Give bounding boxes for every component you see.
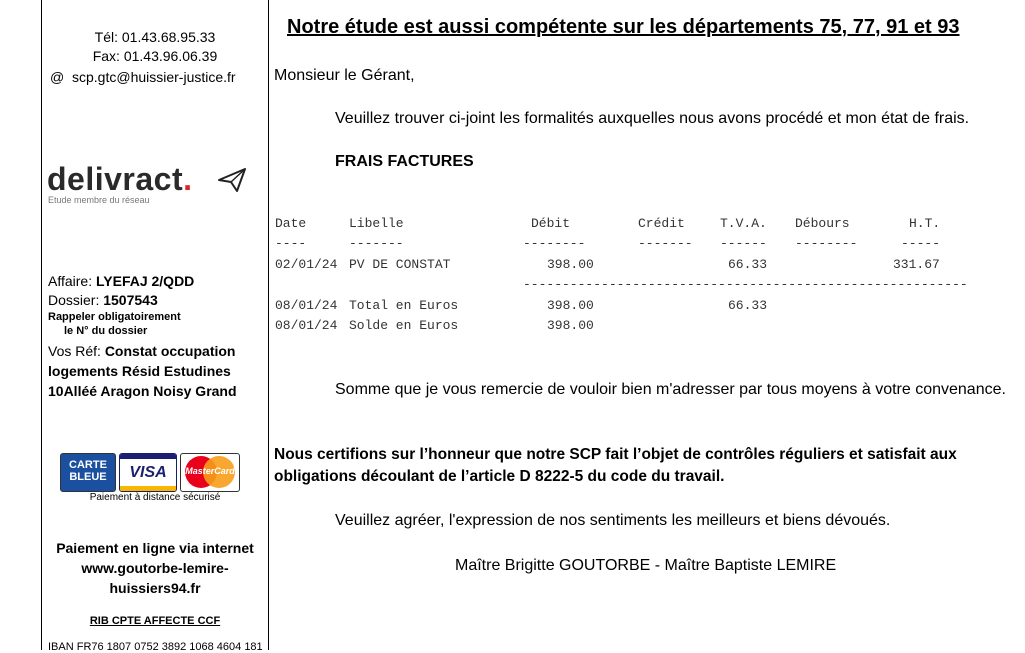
col-header-credit: Crédit [638, 216, 685, 231]
vos-ref-value-3: 10Alléé Aragon Noisy Grand [48, 383, 237, 399]
carte-bleue-line-2: BLEUE [69, 471, 107, 483]
dossier-label: Dossier: [48, 292, 104, 308]
affaire-label: Affaire: [48, 273, 96, 289]
total-date: 08/01/24 [275, 298, 338, 313]
payment-request: Somme que je vous remercie de vouloir bien m'adresser par tous moyens à votre convenance. [335, 381, 1006, 398]
vos-ref-label: Vos Réf: [48, 343, 105, 359]
col-header-libelle: Libelle [349, 216, 404, 231]
row-ht: 331.67 [893, 257, 940, 272]
vos-ref-value-1: Constat occupation [104, 343, 236, 359]
underline-debit: -------- [523, 236, 586, 251]
affaire-line [48, 273, 194, 289]
visa-text: VISA [129, 464, 167, 481]
affaire-value: LYEFAJ 2/QDD [96, 273, 195, 289]
col-header-date: Date [275, 216, 307, 231]
fax-number: Fax: 01.43.96.06.39 [92, 48, 218, 64]
iban-partial: IBAN FR76 1807 0752 3892 1068 4604 181 [48, 641, 263, 653]
total-libelle: Total en Euros [349, 298, 459, 313]
certification-line-2: obligations découlant de l’article D 8222-5 du code du travail. [274, 468, 725, 485]
row-tva: 66.33 [728, 257, 768, 272]
carte-bleue-line-1: CARTE [69, 459, 107, 471]
logo-word: delivract [47, 161, 184, 197]
sidebar [42, 0, 268, 653]
rappel-line-1: Rappeler obligatoirement [48, 311, 181, 323]
mastercard-text: MasterCard [185, 466, 235, 476]
mastercard-logo [180, 453, 240, 492]
col-header-tva: T.V.A. [720, 216, 767, 231]
visa-logo [119, 453, 177, 492]
table-separator: --------------------------------------------------------- [523, 277, 968, 292]
rappel-line-2: le N° du dossier [64, 325, 148, 337]
delivract-logo [47, 161, 257, 211]
col-header-debit: Débit [531, 216, 571, 231]
payment-website-line-2[interactable]: huissiers94.fr [109, 580, 201, 596]
vos-ref-value-2: logements Résid Estudines [48, 363, 231, 379]
payment-website-line-1[interactable]: www.goutorbe-lemire- [81, 560, 229, 576]
signature: Maître Brigitte GOUTORBE - Maître Baptiste LEMIRE [455, 557, 837, 574]
col-header-debours: Débours [795, 216, 850, 231]
underline-debours: -------- [795, 236, 858, 251]
underline-date: ---- [275, 236, 307, 251]
carte-bleue-logo [60, 453, 116, 492]
logo-tagline: Etude membre du réseau [48, 195, 150, 205]
paper-plane-icon [217, 167, 247, 193]
logo-dot: . [183, 161, 193, 197]
underline-credit: ------- [638, 236, 693, 251]
at-sign-icon: @ [50, 69, 65, 85]
section-title: FRAIS FACTURES [335, 153, 474, 170]
underline-tva: ------ [720, 236, 767, 251]
salutation: Monsieur le Gérant, [274, 67, 415, 84]
solde-libelle: Solde en Euros [349, 318, 459, 333]
underline-ht: ----- [901, 236, 941, 251]
solde-date: 08/01/24 [275, 318, 338, 333]
col-header-ht: H.T. [909, 216, 941, 231]
email-address[interactable]: scp.gtc@huissier-justice.fr [72, 69, 236, 85]
row-date: 02/01/24 [275, 257, 338, 272]
card-caption: Paiement à distance sécurisé [89, 492, 221, 503]
intro-text: Veuillez trouver ci-joint les formalités auxquelles nous avons procédé et mon état de frais. [335, 110, 970, 127]
vos-ref-line [48, 343, 235, 359]
phone-number: Tél: 01.43.68.95.33 [94, 29, 216, 45]
total-debit: 398.00 [547, 298, 594, 313]
certification-line-1: Nous certifions sur l’honneur que notre SCP fait l’objet de contrôles réguliers et satisfait aux [274, 446, 957, 463]
dossier-value: 1507543 [103, 292, 158, 308]
email-line [50, 69, 236, 85]
solde-debit: 398.00 [547, 318, 594, 333]
rib-title: RIB CPTE AFFECTE CCF [89, 615, 221, 627]
row-libelle: PV DE CONSTAT [349, 257, 451, 272]
row-debit: 398.00 [547, 257, 594, 272]
page-heading: Notre étude est aussi compétente sur les départements 75, 77, 91 et 93 [287, 16, 960, 38]
online-payment-line-1: Paiement en ligne via internet [56, 540, 254, 556]
dossier-line [48, 292, 158, 308]
total-tva: 66.33 [728, 298, 768, 313]
closing-text: Veuillez agréer, l'expression de nos sentiments les meilleurs et biens dévoués. [335, 512, 891, 529]
letter-body [269, 0, 1025, 650]
underline-libelle: ------- [349, 236, 404, 251]
